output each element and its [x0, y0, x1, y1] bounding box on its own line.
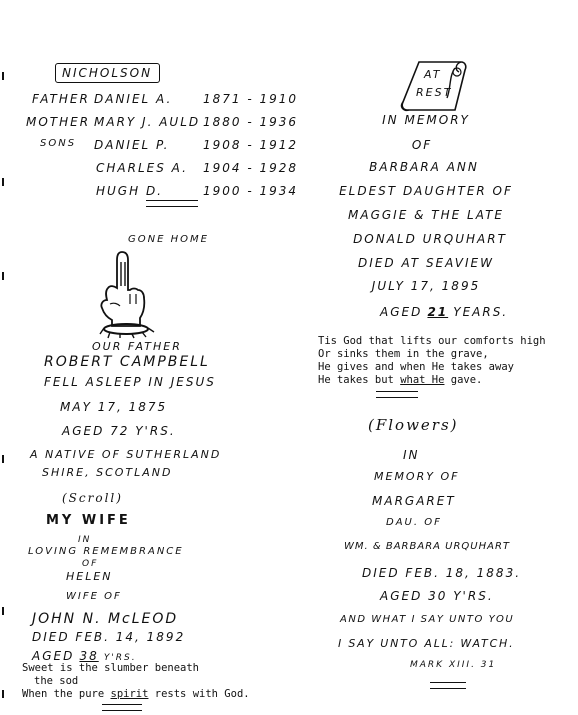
aged-number: 21 — [427, 305, 449, 319]
in-memory: IN MEMORY — [382, 113, 470, 127]
verse-text: gave. — [444, 374, 483, 386]
wife-of: WIFE OF — [66, 591, 122, 602]
verse-a: AND WHAT I SAY UNTO YOU — [340, 614, 515, 625]
barbara-ann: BARBARA ANN — [369, 160, 479, 174]
barbara-date: JULY 17, 1895 — [371, 279, 481, 293]
maggie-late: MAGGIE & THE LATE — [348, 208, 504, 222]
john-died: DIED FEB. 14, 1892 — [32, 630, 186, 644]
verse-line-2: the sod — [34, 675, 79, 687]
verse-line-1: Tis God that lifts our comforts high — [318, 335, 546, 347]
aged-suffix: Y'RS. — [103, 653, 137, 663]
verse-line-3: He gives and when He takes away — [318, 361, 514, 373]
verse-underlined: what He — [400, 374, 445, 386]
years-son-1: 1908 - 1912 — [203, 138, 299, 152]
margin-mark — [2, 607, 4, 615]
verse-underlined: spirit — [110, 688, 149, 700]
of-label: OF — [411, 138, 433, 152]
john-mcleod: JOHN N. McLEOD — [32, 611, 179, 627]
aged-suffix: YEARS. — [453, 305, 509, 319]
wife-of-label: OF — [82, 559, 99, 569]
scroll-rest: REST — [416, 86, 453, 99]
margin-mark — [2, 690, 4, 698]
verse-line-2: Or sinks them in the grave, — [318, 348, 489, 360]
barbara-aged — [380, 301, 508, 320]
name-mother: MARY J. AULD — [94, 115, 201, 129]
donald-urquhart: DONALD URQUHART — [353, 232, 507, 246]
name-son-3: HUGH D. — [96, 184, 163, 198]
helen: HELEN — [66, 570, 113, 583]
verse-ref: MARK XIII. 31 — [410, 660, 497, 670]
memory-of: MEMORY OF — [374, 470, 460, 483]
verse-b: I SAY UNTO ALL: WATCH. — [338, 637, 515, 650]
name-father: DANIEL A. — [94, 92, 173, 106]
scroll-at: AT — [424, 68, 442, 81]
dau-of: DAU. OF — [386, 517, 442, 528]
flowers-word: (Flowers) — [368, 416, 459, 434]
role-father: FATHER — [32, 92, 90, 106]
family-name: NICHOLSON — [62, 66, 153, 80]
wife-in: IN — [78, 535, 92, 545]
divider-line — [146, 200, 198, 207]
gone-home: GONE HOME — [128, 234, 209, 245]
verse-line-4 — [318, 374, 482, 387]
margaret-died: DIED FEB. 18, 1883. — [362, 566, 522, 580]
aged-prefix: AGED — [380, 305, 423, 319]
died-at-seaview: DIED AT SEAVIEW — [358, 256, 494, 270]
years-father: 1871 - 1910 — [203, 92, 299, 106]
margin-mark — [2, 455, 4, 463]
scroll-word: (Scroll) — [62, 491, 123, 505]
divider-line — [430, 682, 466, 689]
divider-line — [376, 391, 418, 398]
robert-aged: AGED 72 Y'RS. — [62, 424, 176, 438]
name-son-2: CHARLES A. — [96, 161, 188, 175]
margin-mark — [2, 178, 4, 186]
margaret: MARGARET — [372, 494, 456, 508]
eldest-daughter: ELDEST DAUGHTER OF — [339, 184, 513, 198]
years-mother: 1880 - 1936 — [203, 115, 299, 129]
native-line-1: A NATIVE OF SUTHERLAND — [30, 448, 222, 461]
robert-date: MAY 17, 1875 — [60, 400, 168, 414]
verse-line-3 — [22, 688, 250, 701]
native-line-2: SHIRE, SCOTLAND — [42, 466, 173, 479]
margin-mark — [2, 272, 4, 280]
verse-text: rests with God. — [148, 688, 250, 700]
pointing-hand-icon — [90, 248, 160, 338]
our-father: OUR FATHER — [92, 340, 182, 353]
divider-line — [102, 704, 142, 711]
years-son-3: 1900 - 1934 — [203, 184, 299, 198]
loving-remembrance: LOVING REMEMBRANCE — [28, 546, 184, 557]
verse-line-1: Sweet is the slumber beneath — [22, 662, 200, 674]
aged-prefix: AGED — [32, 649, 75, 663]
robert-campbell: ROBERT CAMPBELL — [44, 354, 210, 370]
margaret-aged: AGED 30 Y'RS. — [380, 589, 494, 603]
verse-text: He takes but — [318, 374, 401, 386]
years-son-2: 1904 - 1928 — [203, 161, 299, 175]
aged-number: 38 — [79, 649, 99, 663]
role-mother: MOTHER — [26, 115, 91, 129]
my-wife: MY WIFE — [46, 513, 131, 528]
role-sons: SONS — [40, 138, 77, 149]
flowers-in: IN — [403, 448, 420, 462]
verse-text: When the pure — [22, 688, 111, 700]
wm-barbara: WM. & BARBARA URQUHART — [344, 541, 511, 552]
margin-mark — [2, 72, 4, 80]
fell-asleep: FELL ASLEEP IN JESUS — [44, 375, 216, 389]
name-son-1: DANIEL P. — [94, 138, 170, 152]
